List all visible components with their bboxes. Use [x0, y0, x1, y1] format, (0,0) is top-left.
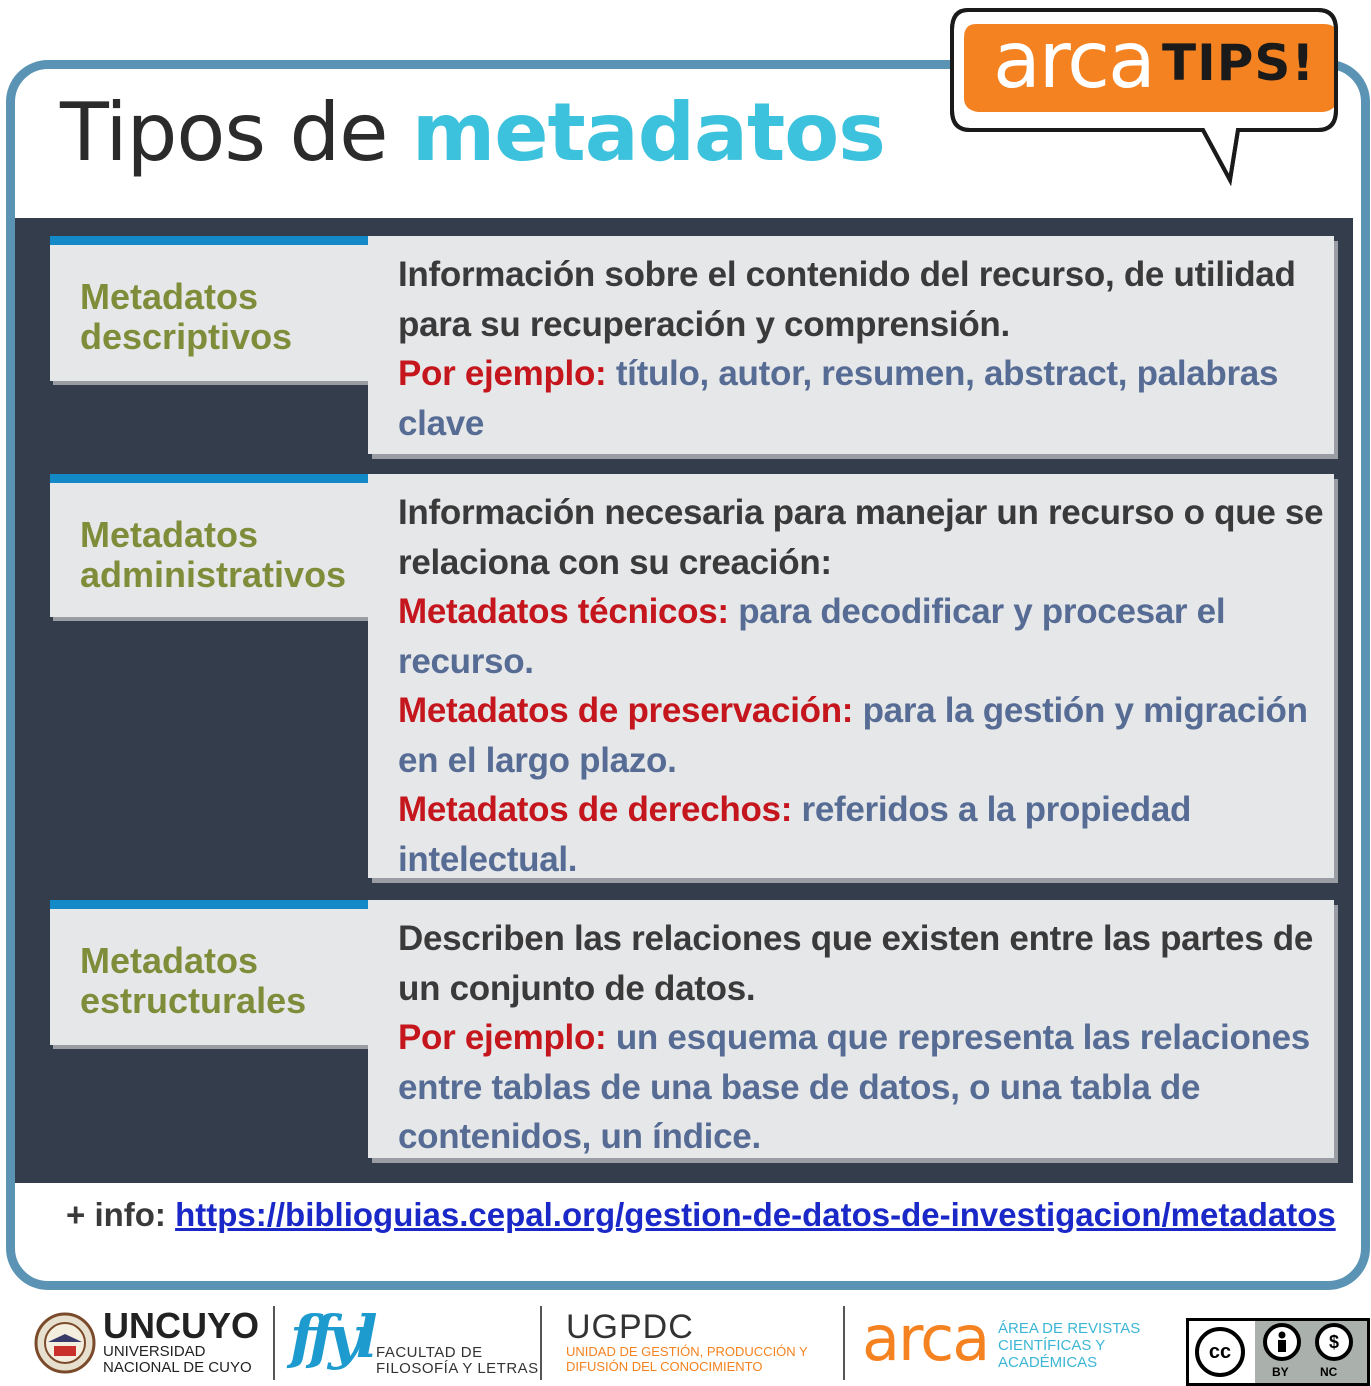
uncuyo-name: UNCUYO [103, 1305, 260, 1346]
section-label: Metadatos administrativos [80, 514, 347, 595]
example-desc: título, autor, resumen, abstract, palabras clave [398, 354, 1279, 443]
divider [273, 1306, 275, 1380]
cc-license-badge [1186, 1318, 1370, 1386]
divider [540, 1306, 542, 1380]
license-by: BY [1272, 1365, 1289, 1379]
desc-derechos: referidos a la propiedad intelectual. [398, 790, 1192, 879]
section-text [398, 914, 1328, 1162]
arca-subtitle: ÁREA DE REVISTAS CIENTÍFICAS Y ACADÉMICAS [998, 1320, 1141, 1371]
term-preservacion: Metadatos de preservación: [398, 691, 854, 730]
uncuyo-subtitle: UNIVERSIDAD NACIONAL DE CUYO [103, 1343, 252, 1376]
divider [843, 1306, 845, 1380]
desc-preservacion: para la gestión y migración en el largo plazo. [398, 691, 1308, 780]
section-content-box [368, 474, 1334, 878]
example-term: Por ejemplo: [398, 1018, 607, 1057]
footer-logos [0, 1290, 1371, 1384]
ffyl-text: FACULTAD DE FILOSOFÍA Y LETRAS [376, 1344, 539, 1377]
more-info-prefix: + info: [66, 1196, 166, 1233]
example-term: Por ejemplo: [398, 354, 607, 393]
term-tecnicos: Metadatos técnicos: [398, 592, 729, 631]
section-intro: Información necesaria para manejar un recurso o que se relaciona con su creación: [398, 493, 1324, 582]
page-title [60, 86, 885, 179]
cc-icon [1189, 1321, 1251, 1383]
badge-brand: arca [993, 16, 1154, 106]
section-content-box [368, 900, 1334, 1158]
section-label-box [50, 900, 368, 1045]
more-info-link[interactable]: https://biblioguias.cepal.org/gestion-de-datos-de-investigacion/metadatos [175, 1196, 1336, 1233]
ugpdc-subtitle: UNIDAD DE GESTIÓN, PRODUCCIÓN Y DIFUSIÓN DEL CONOCIMIENTO [566, 1344, 808, 1374]
more-info [66, 1196, 1336, 1234]
arca-logo: arca [862, 1302, 989, 1375]
title-accent: metadatos [411, 86, 885, 179]
cc-terms [1255, 1321, 1367, 1383]
section-label-box [50, 236, 368, 381]
section-intro: Información sobre el contenido del recurso, de utilidad para su recuperación y comprensión. [398, 255, 1296, 344]
ugpdc-name: UGPDC [566, 1308, 694, 1346]
section-intro: Describen las relaciones que existen entre las partes de un conjunto de datos. [398, 919, 1314, 1008]
section-content-box [368, 236, 1334, 454]
example-desc: un esquema que representa las relaciones entre tablas de una base de datos, o una tabla de contenidos, un índice. [398, 1018, 1310, 1156]
section-text [398, 488, 1328, 884]
cc-symbol: cc [1195, 1327, 1245, 1377]
uncuyo-seal-icon [34, 1312, 96, 1374]
section-label: Metadatos descriptivos [80, 276, 293, 357]
section-label-box [50, 474, 368, 617]
content-panel [15, 218, 1353, 1183]
noncommercial-icon: $ [1315, 1323, 1353, 1361]
section-label: Metadatos estructurales [80, 940, 307, 1021]
license-nc: NC [1320, 1365, 1338, 1379]
title-plain: Tipos de [60, 86, 388, 179]
desc-tecnicos: para decodificar y procesar el recurso. [398, 592, 1226, 681]
section-text [398, 250, 1328, 448]
term-derechos: Metadatos de derechos: [398, 790, 793, 829]
badge-tips: TIPS! [1162, 34, 1316, 92]
ffyl-logo: ffyl [290, 1303, 372, 1371]
attribution-icon [1263, 1323, 1301, 1361]
